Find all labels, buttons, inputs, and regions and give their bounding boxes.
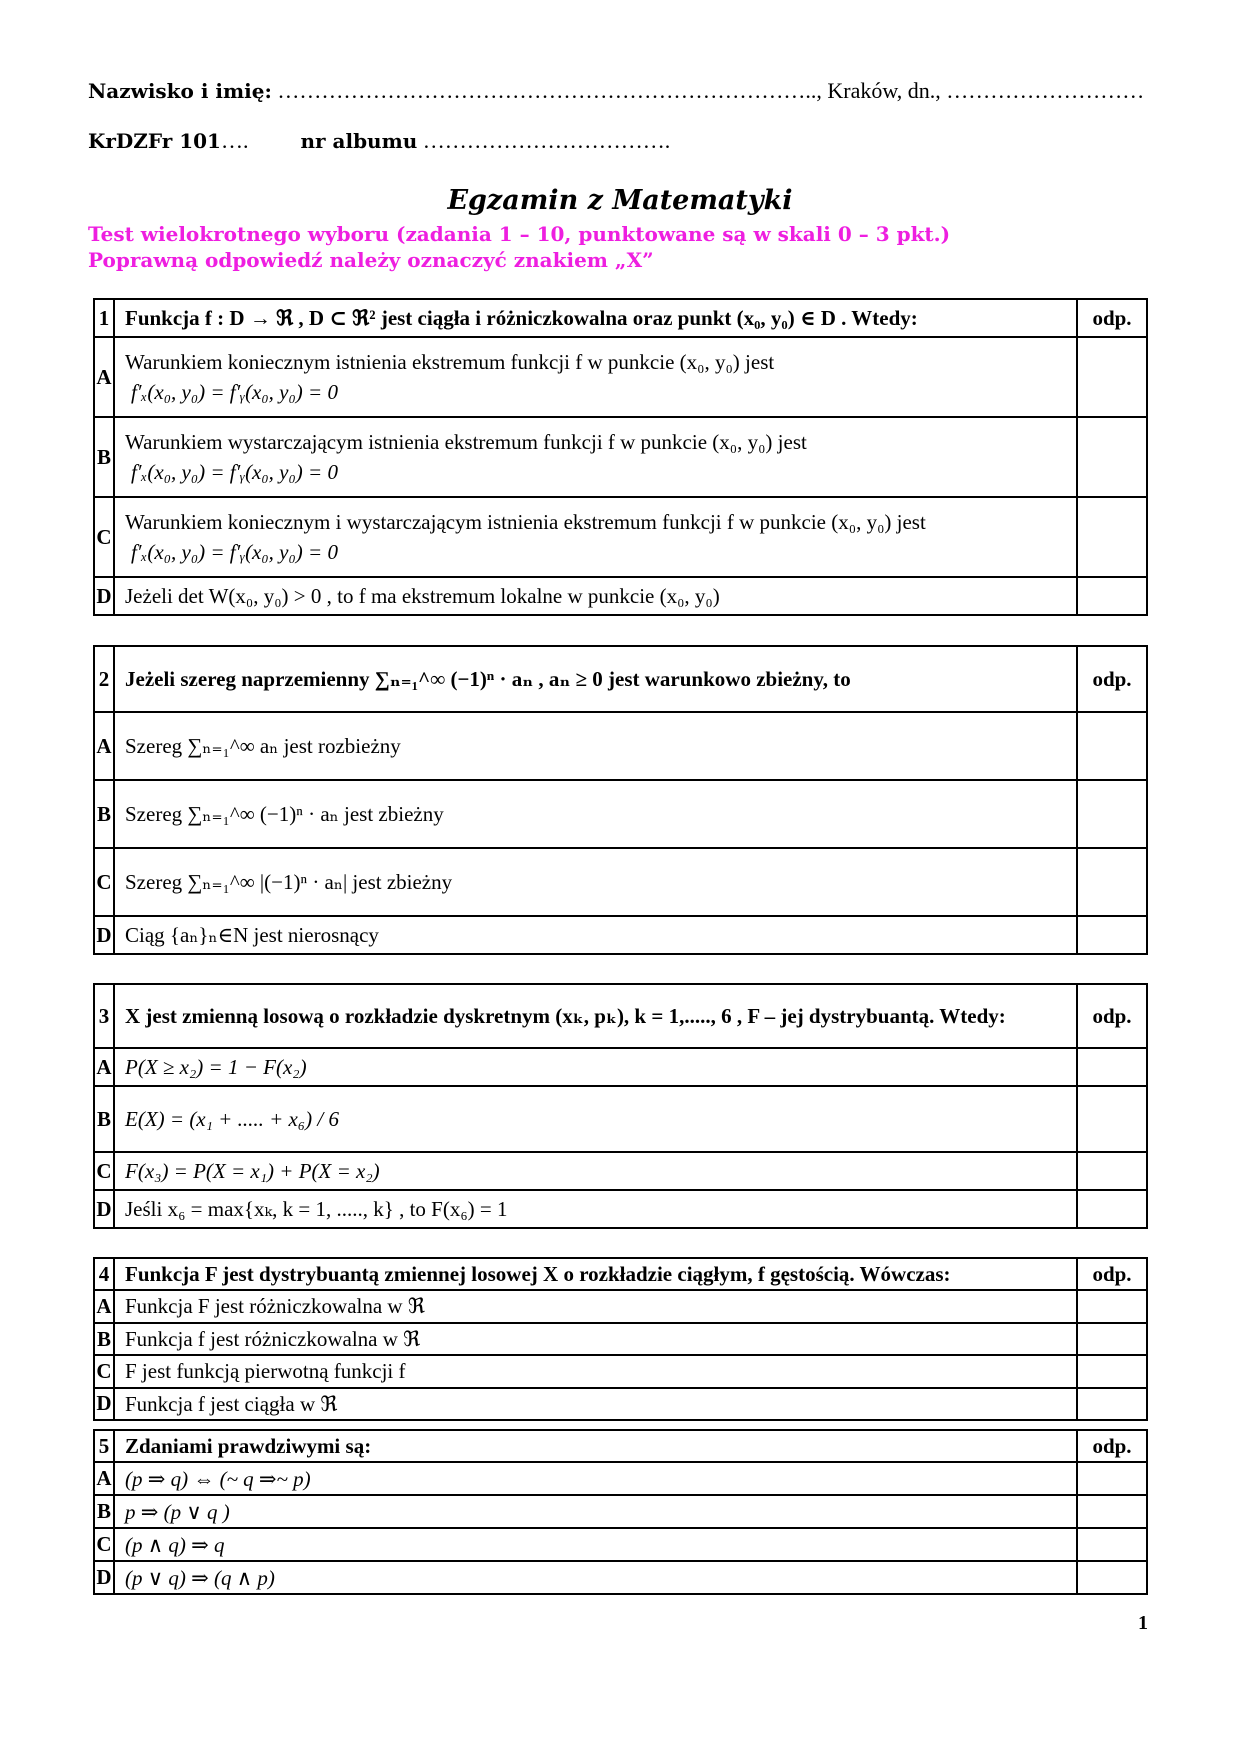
question-2-table [93, 645, 1148, 955]
option-row [94, 577, 1147, 615]
option-text: p ⇒ (p ∨ q ) [114, 1495, 1077, 1528]
question-number: 5 [94, 1430, 114, 1462]
question-4-table [93, 1257, 1148, 1421]
option-text [114, 417, 1077, 497]
option-formula: f′ₓ(x₀, y₀) = f′ᵧ(x₀, y₀) = 0 [131, 380, 338, 404]
question-3-table [93, 983, 1148, 1229]
option-letter: B [94, 780, 114, 848]
answer-cell[interactable] [1077, 1462, 1147, 1495]
option-text: F jest funkcją pierwotną funkcji f [114, 1355, 1077, 1387]
option-row [94, 1388, 1147, 1420]
question-5-table [93, 1429, 1148, 1595]
question-header [94, 1258, 1147, 1290]
option-letter: D [94, 1190, 114, 1228]
question-header [94, 984, 1147, 1048]
answer-cell[interactable] [1077, 780, 1147, 848]
option-text: Szereg ∑ₙ₌₁^∞ |(−1)ⁿ · aₙ| jest zbieżny [114, 848, 1077, 916]
option-row [94, 497, 1147, 577]
answer-cell[interactable] [1077, 1323, 1147, 1355]
question-number: 3 [94, 984, 114, 1048]
question-header [94, 299, 1147, 337]
option-row [94, 780, 1147, 848]
question-number: 4 [94, 1258, 114, 1290]
answer-cell[interactable] [1077, 1190, 1147, 1228]
option-letter: C [94, 1355, 114, 1387]
option-letter: A [94, 1462, 114, 1495]
answer-cell[interactable] [1077, 1355, 1147, 1387]
option-row [94, 1086, 1147, 1152]
option-text [114, 497, 1077, 577]
option-letter: B [94, 1323, 114, 1355]
option-text: P(X ≥ x₂) = 1 − F(x₂) [114, 1048, 1077, 1086]
option-text [114, 337, 1077, 417]
answer-cell[interactable] [1077, 1561, 1147, 1594]
option-letter: A [94, 1290, 114, 1322]
option-text: Szereg ∑ₙ₌₁^∞ aₙ jest rozbieżny [114, 712, 1077, 780]
option-statement: Warunkiem koniecznym istnienia ekstremum funkcji f w punkcie (x₀, y₀) jest [125, 349, 775, 374]
option-letter: D [94, 1388, 114, 1420]
option-letter: B [94, 1495, 114, 1528]
question-header [94, 1430, 1147, 1462]
option-row [94, 1152, 1147, 1190]
code-line [88, 128, 670, 154]
option-text: (p ∧ q) ⇒ q [114, 1528, 1077, 1561]
option-text: Funkcja F jest różniczkowalna w ℜ [114, 1290, 1077, 1322]
answer-cell[interactable] [1077, 497, 1147, 577]
option-text: Funkcja f jest ciągła w ℜ [114, 1388, 1077, 1420]
option-row [94, 1561, 1147, 1594]
page-number: 1 [1138, 1612, 1148, 1634]
question-text: Funkcja f : D → ℜ , D ⊂ ℜ² jest ciągła i różniczkowalna oraz punkt (x₀, y₀) ∈ D . Wtedy: [114, 299, 1077, 337]
option-row [94, 1190, 1147, 1228]
answer-cell[interactable] [1077, 1048, 1147, 1086]
name-label: Nazwisko i imię: [88, 79, 272, 103]
option-text: Szereg ∑ₙ₌₁^∞ (−1)ⁿ · aₙ jest zbieżny [114, 780, 1077, 848]
option-text: Ciąg {aₙ}ₙ∈N jest nierosnący [114, 916, 1077, 954]
option-letter: D [94, 916, 114, 954]
option-statement: Warunkiem wystarczającym istnienia ekstremum funkcji f w punkcie (x₀, y₀) jest [125, 429, 807, 454]
question-number: 1 [94, 299, 114, 337]
option-letter: A [94, 712, 114, 780]
question-number: 2 [94, 646, 114, 712]
option-row [94, 848, 1147, 916]
question-text: Funkcja F jest dystrybuantą zmiennej losowej X o rozkładzie ciągłym, f gęstością. Wówczas: [114, 1258, 1077, 1290]
option-text: E(X) = (x₁ + ..... + x₆) / 6 [114, 1086, 1077, 1152]
answer-cell[interactable] [1077, 337, 1147, 417]
option-text: (p ⇒ q) ⇔ (~ q ⇒~ p) [114, 1462, 1077, 1495]
option-row [94, 1355, 1147, 1387]
answer-cell[interactable] [1077, 1528, 1147, 1561]
option-letter: A [94, 1048, 114, 1086]
instruction-line-1: Test wielokrotnego wyboru (zadania 1 – 10, punktowane są w skali 0 – 3 pkt.) [88, 222, 951, 246]
option-row [94, 337, 1147, 417]
option-letter: C [94, 848, 114, 916]
option-letter: B [94, 1086, 114, 1152]
question-text: X jest zmienną losową o rozkładzie dyskretnym (xₖ, pₖ), k = 1,....., 6 , F – jej dystrybuantą. Wtedy: [114, 984, 1077, 1048]
answer-header: odp. [1077, 984, 1147, 1048]
instruction-line-2: Poprawną odpowiedź należy oznaczyć znakiem „X” [88, 248, 654, 272]
course-code: KrDZFr 101 [88, 129, 221, 153]
answer-cell[interactable] [1077, 1495, 1147, 1528]
option-row [94, 1462, 1147, 1495]
option-row [94, 1290, 1147, 1322]
option-letter: C [94, 497, 114, 577]
option-letter: D [94, 577, 114, 615]
answer-header: odp. [1077, 1258, 1147, 1290]
option-row [94, 1495, 1147, 1528]
question-1-table [93, 298, 1148, 616]
answer-cell[interactable] [1077, 1152, 1147, 1190]
option-statement: Warunkiem koniecznym i wystarczającym istnienia ekstremum funkcji f w punkcie (x₀, y₀) jest [125, 509, 926, 534]
answer-cell[interactable] [1077, 1290, 1147, 1322]
exam-title: Egzamin z Matematyki [447, 185, 793, 216]
option-text: (p ∨ q) ⇒ (q ∧ p) [114, 1561, 1077, 1594]
option-row [94, 417, 1147, 497]
album-label: nr albumu [300, 129, 418, 153]
option-formula: f′ₓ(x₀, y₀) = f′ᵧ(x₀, y₀) = 0 [131, 540, 338, 564]
answer-header: odp. [1077, 299, 1147, 337]
option-text: Jeśli x₆ = max{xₖ, k = 1, ....., k} , to F(x₆) = 1 [114, 1190, 1077, 1228]
answer-header: odp. [1077, 646, 1147, 712]
answer-cell[interactable] [1077, 1388, 1147, 1420]
option-row [94, 1048, 1147, 1086]
answer-header: odp. [1077, 1430, 1147, 1462]
option-letter: C [94, 1152, 114, 1190]
name-fill[interactable]: ……………………………………………………………….., Kraków, dn., ……………………… [271, 78, 1145, 103]
option-formula: f′ₓ(x₀, y₀) = f′ᵧ(x₀, y₀) = 0 [131, 460, 338, 484]
option-text: Funkcja f jest różniczkowalna w ℜ [114, 1323, 1077, 1355]
option-row [94, 712, 1147, 780]
option-letter: A [94, 337, 114, 417]
option-letter: D [94, 1561, 114, 1594]
option-row [94, 1528, 1147, 1561]
name-line [88, 78, 1144, 104]
question-text: Jeżeli szereg naprzemienny ∑ₙ₌₁^∞ (−1)ⁿ · aₙ , aₙ ≥ 0 jest warunkowo zbieżny, to [114, 646, 1077, 712]
answer-cell[interactable] [1077, 712, 1147, 780]
option-text: F(x₃) = P(X = x₁) + P(X = x₂) [114, 1152, 1077, 1190]
answer-cell[interactable] [1077, 417, 1147, 497]
answer-cell[interactable] [1077, 916, 1147, 954]
option-letter: B [94, 417, 114, 497]
answer-cell[interactable] [1077, 577, 1147, 615]
question-header [94, 646, 1147, 712]
answer-cell[interactable] [1077, 848, 1147, 916]
option-row [94, 1323, 1147, 1355]
album-fill[interactable]: ……………………………. [417, 128, 671, 153]
option-text: Jeżeli det W(x₀, y₀) > 0 , to f ma ekstremum lokalne w punkcie (x₀, y₀) [114, 577, 1077, 615]
option-letter: C [94, 1528, 114, 1561]
course-code-dots: …. [220, 128, 249, 153]
answer-cell[interactable] [1077, 1086, 1147, 1152]
option-row [94, 916, 1147, 954]
question-text: Zdaniami prawdziwymi są: [114, 1430, 1077, 1462]
